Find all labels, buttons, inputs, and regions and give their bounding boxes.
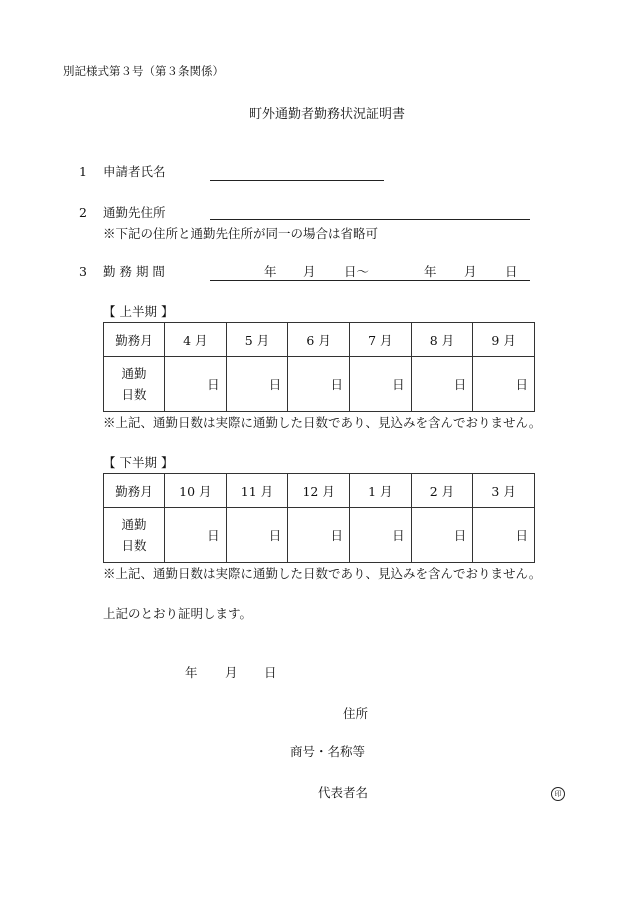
first-half-table <box>103 322 535 412</box>
days-cell[interactable]: 日 <box>349 357 411 412</box>
work-period-field[interactable] <box>210 280 530 281</box>
certification-statement: 上記のとおり証明します。 <box>103 606 253 621</box>
commute-days-label-1: 通勤 <box>121 365 147 381</box>
month-row-label: 勤務月 <box>104 323 165 357</box>
table-row <box>104 357 535 412</box>
commute-days-label-1: 通勤 <box>121 516 147 532</box>
table-row <box>104 474 535 508</box>
month-cell: 5 月 <box>226 323 288 357</box>
first-half-heading: 【 上半期 】 <box>103 304 174 319</box>
days-cell[interactable]: 日 <box>226 357 288 412</box>
month-cell: 12 月 <box>288 474 350 508</box>
work-period-label: 勤 務 期 間 <box>103 264 165 279</box>
days-cell[interactable]: 日 <box>473 508 535 563</box>
cert-date-month: 月 <box>225 665 238 680</box>
days-cell[interactable]: 日 <box>288 357 350 412</box>
month-cell: 6 月 <box>288 323 350 357</box>
first-half-note: ※上記、通勤日数は実際に通勤した日数であり、見込みを含んでおりません。 <box>103 415 542 430</box>
month-cell: 9 月 <box>473 323 535 357</box>
days-cell[interactable]: 日 <box>226 508 288 563</box>
table-row <box>104 508 535 563</box>
seal-icon: 印 <box>551 787 565 801</box>
month-cell: 10 月 <box>165 474 227 508</box>
days-cell[interactable]: 日 <box>473 357 535 412</box>
applicant-name-field[interactable] <box>210 180 384 181</box>
commute-days-label-2: 日数 <box>121 538 147 553</box>
applicant-name-label: 申請者氏名 <box>103 164 166 179</box>
item-1-number: 1 <box>79 164 87 179</box>
second-half-heading: 【 下半期 】 <box>103 455 174 470</box>
company-name-label: 商号・名称等 <box>290 744 366 759</box>
period-end-month: 月 <box>464 264 477 279</box>
month-cell: 3 月 <box>473 474 535 508</box>
cert-date-year: 年 <box>185 665 198 680</box>
workplace-address-field[interactable] <box>210 219 530 220</box>
second-half-table <box>103 473 535 563</box>
page-title: 町外通勤者勤務状況証明書 <box>249 107 406 122</box>
item-2-number: 2 <box>79 205 87 220</box>
form-number: 別記様式第３号（第３条関係） <box>63 64 224 78</box>
representative-name-label: 代表者名 <box>318 785 369 800</box>
days-cell[interactable]: 日 <box>349 508 411 563</box>
workplace-note: ※下記の住所と通勤先住所が同一の場合は省略可 <box>103 226 379 241</box>
certifier-address-label: 住所 <box>343 706 369 721</box>
period-start-year: 年 <box>264 264 277 279</box>
days-cell[interactable]: 日 <box>411 508 473 563</box>
commute-days-label <box>104 357 165 412</box>
period-end-year: 年 <box>424 264 437 279</box>
month-cell: 2 月 <box>411 474 473 508</box>
second-half-note: ※上記、通勤日数は実際に通勤した日数であり、見込みを含んでおりません。 <box>103 566 542 581</box>
period-end-day: 日 <box>505 264 518 279</box>
commute-days-label <box>104 508 165 563</box>
days-cell[interactable]: 日 <box>411 357 473 412</box>
month-cell: 8 月 <box>411 323 473 357</box>
days-cell[interactable]: 日 <box>165 508 227 563</box>
cert-date-day: 日 <box>264 665 277 680</box>
period-start-day: 日～ <box>344 264 370 279</box>
month-cell: 4 月 <box>165 323 227 357</box>
period-start-month: 月 <box>303 264 316 279</box>
days-cell[interactable]: 日 <box>288 508 350 563</box>
month-cell: 7 月 <box>349 323 411 357</box>
month-row-label: 勤務月 <box>104 474 165 508</box>
item-3-number: 3 <box>79 264 87 279</box>
month-cell: 11 月 <box>226 474 288 508</box>
month-cell: 1 月 <box>349 474 411 508</box>
days-cell[interactable]: 日 <box>165 357 227 412</box>
commute-days-label-2: 日数 <box>121 387 147 402</box>
workplace-address-label: 通勤先住所 <box>103 205 166 220</box>
table-row <box>104 323 535 357</box>
